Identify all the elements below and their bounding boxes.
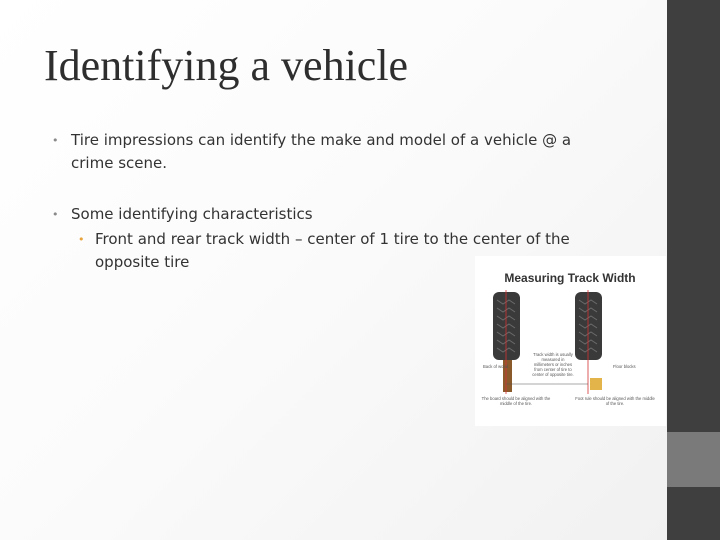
left-tire-icon [493, 292, 520, 360]
label-back-of-wood: Back of wood [483, 364, 509, 369]
bullet-dot-icon: • [52, 208, 59, 221]
track-width-diagram [475, 256, 666, 426]
sub-bullet-text: Front and rear track width – center of 1 tire to the center of the opposite tire [95, 230, 570, 271]
sidebar-accent-block [667, 432, 720, 487]
bullet-item [52, 203, 612, 226]
bullet-text: Some identifying characteristics [71, 205, 313, 223]
sub-bullet-dot-icon: • [78, 233, 85, 246]
figure-title: Measuring Track Width [504, 271, 636, 285]
floor-block-icon [590, 378, 602, 390]
slide-title: Identifying a vehicle [44, 41, 409, 90]
bullet-item [52, 129, 612, 175]
bullet-text: Tire impressions can identify the make and model of a vehicle @ a crime scene. [71, 131, 572, 172]
caption-right: Foot rule should be aligned with the middle of the tire. [575, 396, 655, 406]
caption-left: The board should be aligned with the middle of the tire. [481, 396, 551, 406]
right-tire-icon [575, 292, 602, 360]
track-width-figure [475, 256, 666, 426]
label-track-width: Track width is usually measured in millimeters or inches from center of tire to center of opposite tire. [532, 352, 574, 377]
bullet-dot-icon: • [52, 134, 59, 147]
label-floor-blocks: Floor blocks [613, 364, 636, 369]
